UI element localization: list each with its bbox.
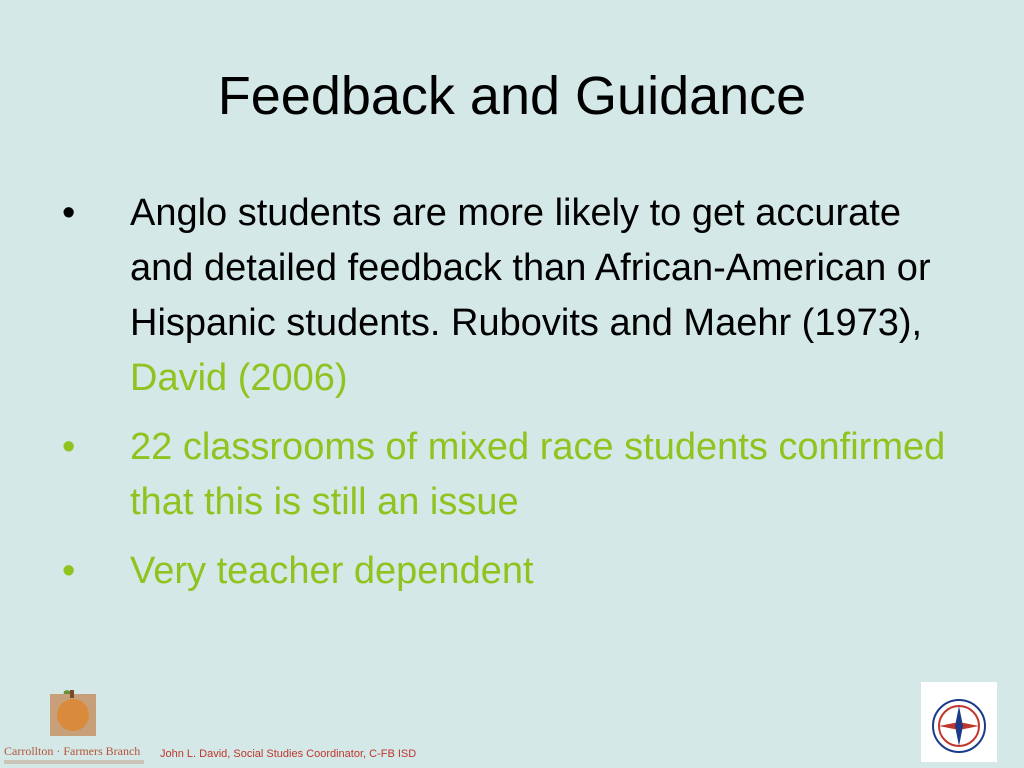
org-divider	[4, 760, 144, 764]
bullet-text: Very teacher dependent	[130, 550, 534, 592]
bullet-item-3	[52, 544, 952, 599]
bullet-item-1	[52, 186, 952, 406]
citation-link: David (2006)	[130, 357, 348, 399]
tsssa-logo-icon	[921, 682, 997, 762]
bullet-marker: •	[62, 426, 76, 468]
bullet-item-2	[52, 420, 952, 530]
bullet-text: 22 classrooms of mixed race students confirmed that this is still an issue	[130, 426, 946, 523]
org-name: Carrollton · Farmers Branch	[4, 744, 141, 758]
slide-title: Feedback and Guidance	[217, 66, 807, 126]
bullet-list	[52, 186, 952, 613]
footer-credit: John L. David, Social Studies Coordinator, C-FB ISD	[160, 748, 417, 760]
bullet-text: Anglo students are more likely to get accurate and detailed feedback than African-American or Hispanic students. Rubovits and Maehr (1973),	[130, 192, 931, 344]
bullet-marker: •	[62, 192, 76, 234]
bullet-marker: •	[62, 550, 76, 592]
cfb-logo-icon	[50, 688, 96, 736]
